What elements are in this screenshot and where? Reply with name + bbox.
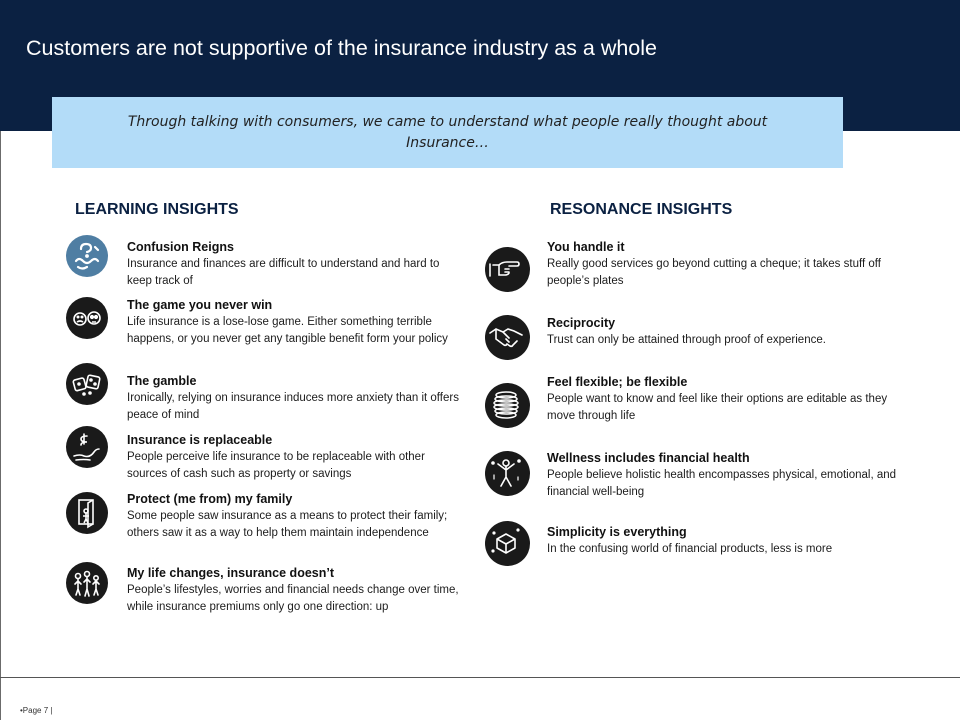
item-title: You handle it	[547, 240, 625, 254]
item-desc: Some people saw insurance as a means to protect their family; others saw it as a way to help them maintain independence	[127, 510, 448, 539]
item-title: Insurance is replaceable	[127, 433, 273, 447]
page-title: Customers are not supportive of the insurance industry as a whole	[26, 36, 657, 60]
item-title: Reciprocity	[547, 316, 616, 330]
item-title: Feel flexible; be flexible	[547, 375, 688, 389]
confusion-icon	[66, 235, 108, 277]
spring-icon	[485, 383, 530, 428]
item-title: The game you never win	[127, 298, 273, 312]
faces-icon	[66, 297, 108, 339]
intro-banner-text: Through talking with consumers, we came to understand what people really thought about Insurance…	[127, 113, 768, 151]
pointing-hand-icon	[485, 247, 530, 292]
intro-banner	[52, 97, 843, 168]
list-item	[547, 240, 897, 289]
item-desc: Really good services go beyond cutting a cheque; it takes stuff off people’s plates	[547, 258, 881, 287]
list-item	[127, 298, 467, 347]
family-icon	[66, 562, 108, 604]
item-title: My life changes, insurance doesn’t	[127, 566, 335, 580]
item-desc: Life insurance is a lose-lose game. Either something terrible happens, or you never get any tangible benefit form your policy	[127, 316, 448, 345]
item-title: Protect (me from) my family	[127, 492, 293, 506]
list-item	[547, 375, 897, 424]
learning-insights-heading: LEARNING INSIGHTS	[75, 201, 239, 218]
item-desc: People believe holistic health encompasses physical, emotional, and financial well-being	[547, 469, 897, 498]
item-title: The gamble	[127, 374, 197, 388]
item-title: Wellness includes financial health	[547, 451, 750, 465]
resonance-insights-heading: RESONANCE INSIGHTS	[550, 201, 733, 218]
list-item	[547, 525, 897, 558]
page-number: •Page 7 |	[20, 706, 53, 715]
list-item	[127, 566, 467, 615]
list-item	[127, 492, 467, 541]
item-desc: People perceive life insurance to be replaceable with other sources of cash such as property or savings	[127, 451, 425, 480]
item-desc: People’s lifestyles, worries and financial needs change over time, while insurance premiums only go one direction: up	[127, 584, 459, 613]
item-desc: People want to know and feel like their options are editable as they move through life	[547, 393, 888, 422]
dice-icon	[66, 363, 108, 405]
item-desc: Trust can only be attained through proof of experience.	[547, 334, 826, 346]
item-desc: In the confusing world of financial products, less is more	[547, 543, 833, 555]
list-item	[547, 451, 897, 500]
wellness-figure-icon	[485, 451, 530, 496]
item-title: Confusion Reigns	[127, 240, 234, 254]
list-item	[127, 433, 467, 482]
item-desc: Insurance and finances are difficult to understand and hard to keep track of	[127, 258, 440, 287]
handshake-icon	[485, 315, 530, 360]
footer-divider	[0, 677, 960, 678]
door-icon	[66, 492, 108, 534]
list-item	[547, 316, 897, 349]
money-hand-icon	[66, 426, 108, 468]
list-item	[127, 374, 467, 423]
item-desc: Ironically, relying on insurance induces more anxiety than it offers peace of mind	[127, 392, 459, 421]
item-title: Simplicity is everything	[547, 525, 687, 539]
list-item	[127, 240, 467, 289]
cube-icon	[485, 521, 530, 566]
